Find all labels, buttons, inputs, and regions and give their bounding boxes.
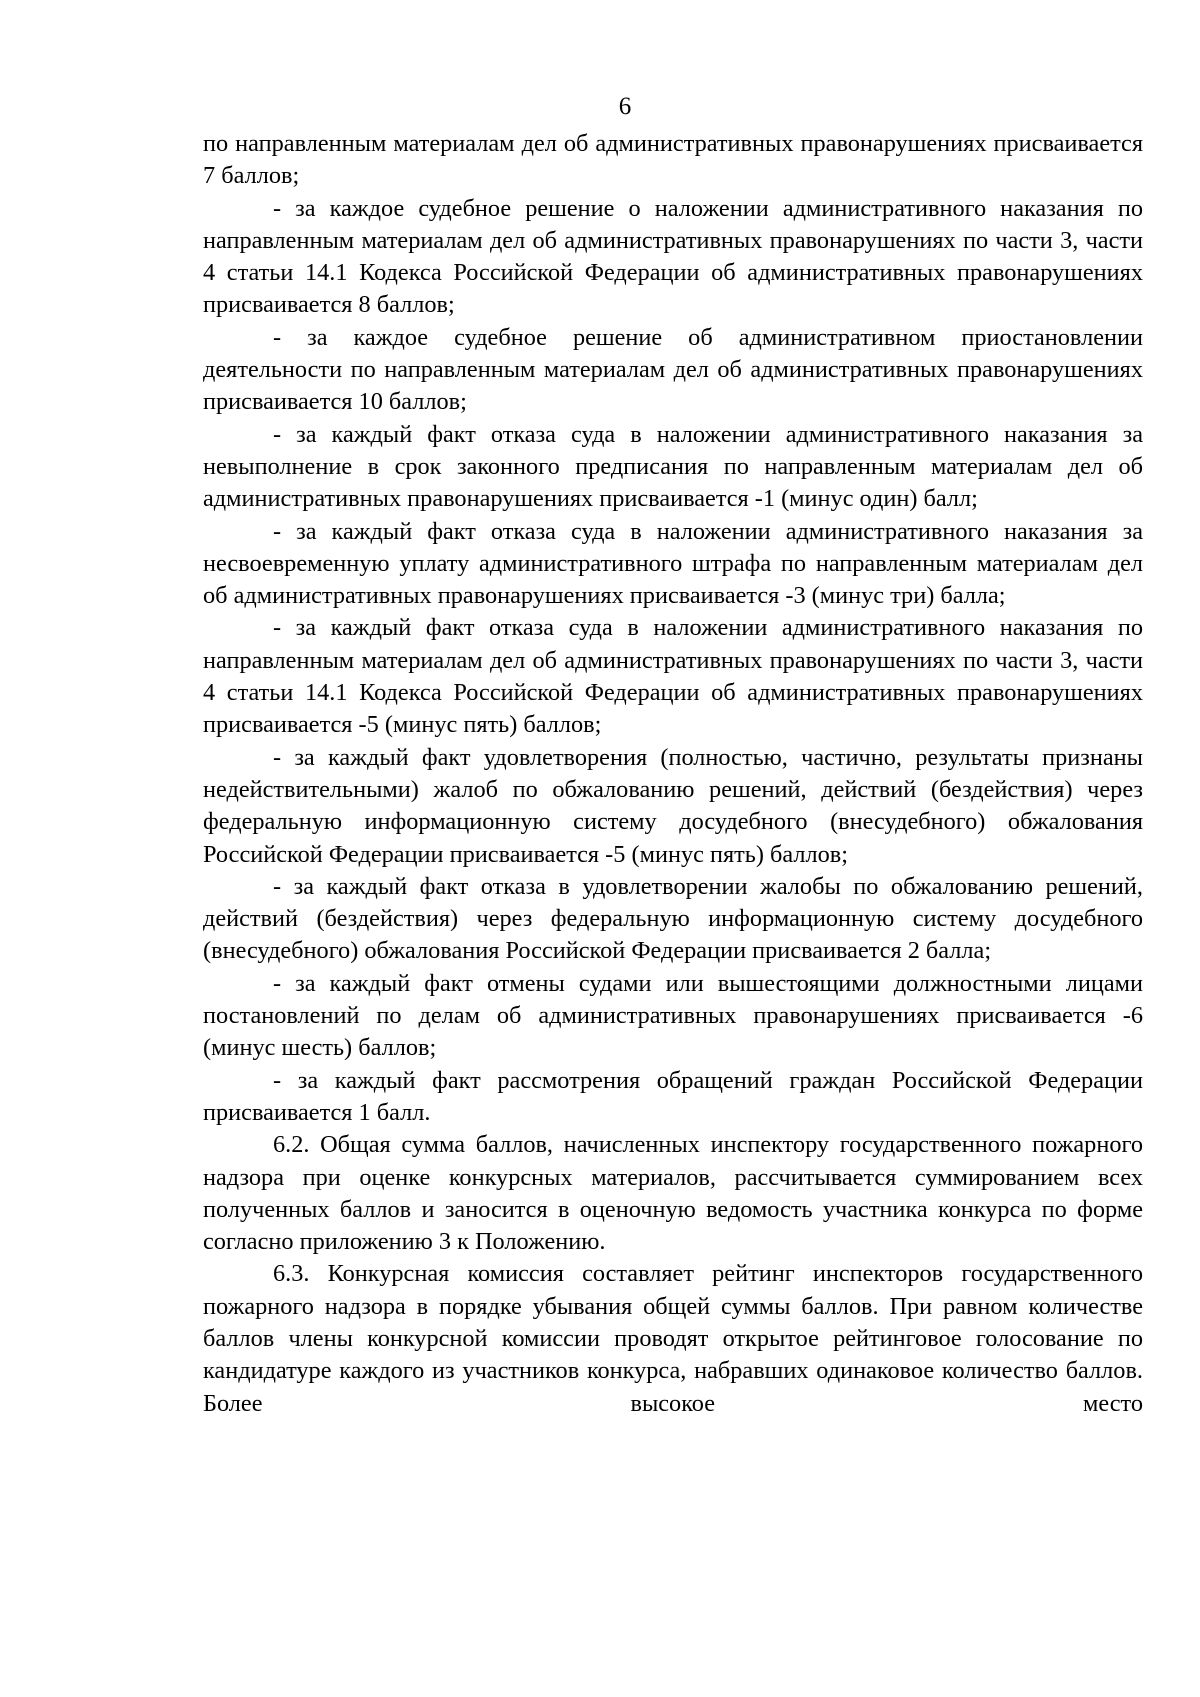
list-item-complaint-satisfied: - за каждый факт удовлетворения (полностью, частично, результаты признаны недействительными) жалоб по обжалованию решений, действий (бездействия) через федеральную информационную систему досудебного (внесудебного) обжалования Российской Федерации присваивается -5 (минус пять) баллов; [203,743,1143,868]
list-item-refusal-late-fine: - за каждый факт отказа суда в наложении административного наказания за несвоевременную уплату административного штрафа по направленным материалам дел об административных правонарушениях присваивается -3 (минус три) балла; [203,517,1143,610]
page-number: 6 [618,93,632,120]
list-item-suspension-decision: - за каждое судебное решение об административном приостановлении деятельности по направленным материалам дел об административных правонарушениях присваивается 10 баллов; [203,323,1143,416]
list-item-court-decision-part-3-4: - за каждое судебное решение о наложении административного наказания по направленным материалам дел об административных правонарушениях по части 3, части 4 статьи 14.1 Кодекса Российской Федерации об административных правонарушениях присваивается 8 баллов; [203,194,1143,319]
list-item-refusal-prescription: - за каждый факт отказа суда в наложении административного наказания за невыполнение в срок законного предписания по направленным материалам дел об административных правонарушениях присваивается -1 (минус один) балл; [203,420,1143,513]
section-6-2: 6.2. Общая сумма баллов, начисленных инспектору государственного пожарного надзора при оценке конкурсных материалов, рассчитывается суммированием всех полученных баллов и заносится в оценочную ведомость участника конкурса по форме согласно приложению 3 к Положению. [203,1131,1143,1256]
list-item-decision-cancelled: - за каждый факт отмены судами или вышестоящими должностными лицами постановлений по делам об административных правонарушениях присваивается -6 (минус шесть) баллов; [203,969,1143,1062]
paragraph-continuation: по направленным материалам дел об административных правонарушениях присваивается 7 баллов; [203,130,1143,190]
section-6-3: 6.3. Конкурсная комиссия составляет рейтинг инспекторов государственного пожарного надзора в порядке убывания общей суммы баллов. При равном количестве баллов члены конкурсной комиссии проводят открытое рейтинговое голосование по кандидатуре каждого из участников конкурса, набравших одинаковое количество баллов. Более высокое место [203,1260,1143,1417]
list-item-refusal-part-3-4: - за каждый факт отказа суда в наложении административного наказания по направленным материалам дел об административных правонарушениях по части 3, части 4 статьи 14.1 Кодекса Российской Федерации об административных правонарушениях присваивается -5 (минус пять) баллов; [203,614,1143,739]
list-item-citizen-appeals: - за каждый факт рассмотрения обращений граждан Российской Федерации присваивается 1 балл. [203,1066,1143,1126]
document-body [203,128,1143,1420]
list-item-complaint-refused: - за каждый факт отказа в удовлетворении жалобы по обжалованию решений, действий (бездействия) через федеральную информационную систему досудебного (внесудебного) обжалования Российской Федерации присваивается 2 балла; [203,872,1143,965]
